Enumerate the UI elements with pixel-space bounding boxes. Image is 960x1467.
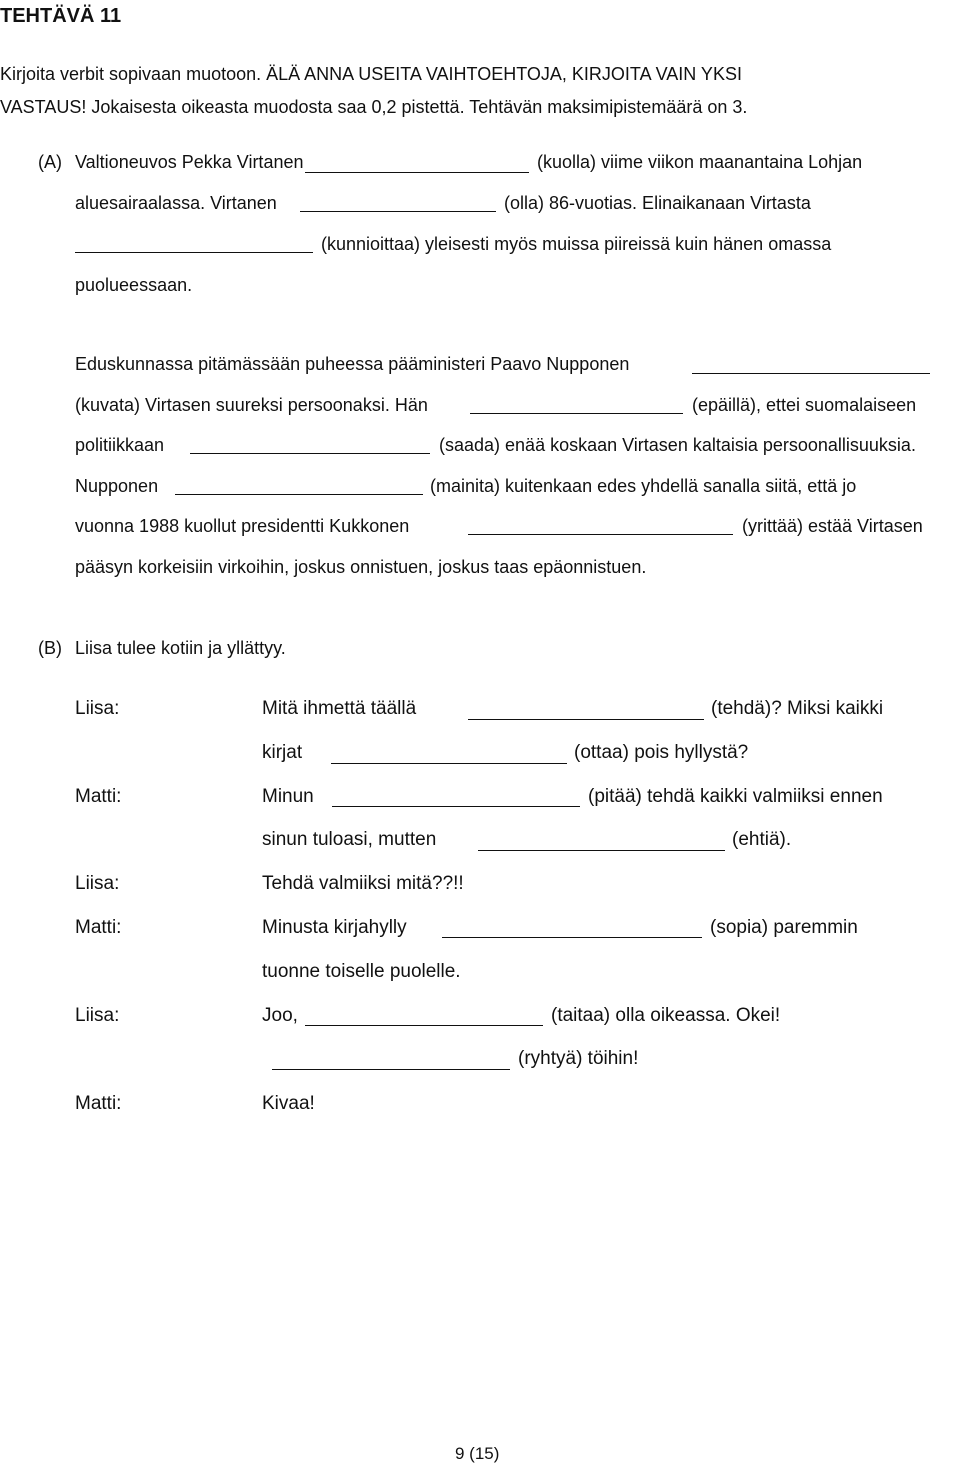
p1-line2-text-b: (olla) 86-vuotias. Elinaikanaan Virtasta <box>504 193 811 213</box>
p1-line2-text-a: aluesairaalassa. Virtanen <box>75 193 277 213</box>
dialogue-text: Mitä ihmettä täällä <box>262 698 417 719</box>
dialogue-text: (taitaa) olla oikeassa. Okei! <box>551 1005 781 1026</box>
answer-blank-kunnioittaa[interactable] <box>75 252 313 253</box>
speaker-label: Matti: <box>75 786 122 807</box>
answer-blank-olla[interactable] <box>300 211 496 212</box>
dialogue-text: (ottaa) pois hyllystä? <box>574 742 749 763</box>
dialogue-text: Minun <box>262 786 314 807</box>
dialogue-text: Minusta kirjahylly <box>262 917 407 938</box>
p2-line1-text-a: Eduskunnassa pitämässään puheessa pääministeri Paavo Nupponen <box>75 354 630 374</box>
p2-line3-text-b: (saada) enää koskaan Virtasen kaltaisia persoonallisuuksia. <box>439 435 916 455</box>
answer-blank-kuvata[interactable] <box>692 373 930 374</box>
section-b-marker: (B) <box>38 638 62 658</box>
p1-line3-text-b: (kunnioittaa) yleisesti myös muissa piireissä kuin hänen omassa <box>321 234 832 254</box>
p1-line1-text-b: (kuolla) viime viikon maanantaina Lohjan <box>537 152 863 172</box>
answer-blank-sopia[interactable] <box>442 937 702 938</box>
answer-blank-tehda[interactable] <box>468 719 704 720</box>
answer-blank-yrittaa[interactable] <box>468 534 733 535</box>
p2-line5-text-a: vuonna 1988 kuollut presidentti Kukkonen <box>75 516 410 536</box>
p2-line4-text-a: Nupponen <box>75 476 159 496</box>
answer-blank-taitaa[interactable] <box>305 1025 543 1026</box>
answer-blank-ottaa[interactable] <box>331 763 567 764</box>
dialogue-text: (ryhtyä) töihin! <box>518 1048 639 1069</box>
dialogue-text: Tehdä valmiiksi mitä??!! <box>262 873 464 894</box>
p2-line2-text-b: (epäillä), ettei suomalaiseen <box>692 395 917 415</box>
speaker-label: Liisa: <box>75 698 120 719</box>
instruction-line-2: VASTAUS! Jokaisesta oikeasta muodosta saa 0,2 pistettä. Tehtävän maksimipistemäärä on 3. <box>0 97 748 117</box>
dialogue-text: (pitää) tehdä kaikki valmiiksi ennen <box>588 786 883 807</box>
speaker-label: Liisa: <box>75 873 120 894</box>
dialogue-text: sinun tuloasi, mutten <box>262 829 437 850</box>
exercise-title: TEHTÄVÄ 11 <box>0 5 122 27</box>
answer-blank-kuolla[interactable] <box>305 172 529 173</box>
page-number: 9 (15) <box>455 1444 500 1463</box>
answer-blank-ryhtya[interactable] <box>272 1069 510 1070</box>
p2-line3-text-a: politiikkaan <box>75 435 165 455</box>
answer-blank-pitaa[interactable] <box>332 806 580 807</box>
answer-blank-epailla[interactable] <box>470 413 683 414</box>
answer-blank-mainita[interactable] <box>175 494 423 495</box>
answer-blank-ehtia[interactable] <box>478 850 725 851</box>
dialogue-text: tuonne toiselle puolelle. <box>262 961 461 982</box>
dialogue-text: (tehdä)? Miksi kaikki <box>711 698 884 719</box>
dialogue-text: Kivaa! <box>262 1093 315 1114</box>
dialogue-text: Joo, <box>262 1005 298 1026</box>
p2-line2-text-a: (kuvata) Virtasen suureksi persoonaksi. Hän <box>75 395 428 415</box>
answer-blank-saada[interactable] <box>190 453 430 454</box>
dialogue-text: (ehtiä). <box>732 829 792 850</box>
p2-line5-text-b: (yrittää) estää Virtasen <box>742 516 923 536</box>
speaker-label: Liisa: <box>75 1005 120 1026</box>
dialogue-text: kirjat <box>262 742 303 763</box>
speaker-label: Matti: <box>75 1093 122 1114</box>
p2-line4-text-b: (mainita) kuitenkaan edes yhdellä sanalla siitä, että jo <box>430 476 857 496</box>
p2-line6-text: pääsyn korkeisiin virkoihin, joskus onnistuen, joskus taas epäonnistuen. <box>75 557 647 577</box>
p1-line4-text: puolueessaan. <box>75 275 193 295</box>
instruction-line-1: Kirjoita verbit sopivaan muotoon. ÄLÄ ANNA USEITA VAIHTOEHTOJA, KIRJOITA VAIN YKSI <box>0 64 742 84</box>
dialogue-text: (sopia) paremmin <box>710 917 858 938</box>
section-b-intro: Liisa tulee kotiin ja yllättyy. <box>75 638 286 658</box>
section-a-marker: (A) <box>38 152 62 172</box>
speaker-label: Matti: <box>75 917 122 938</box>
p1-line1-text-a: Valtioneuvos Pekka Virtanen <box>75 152 304 172</box>
